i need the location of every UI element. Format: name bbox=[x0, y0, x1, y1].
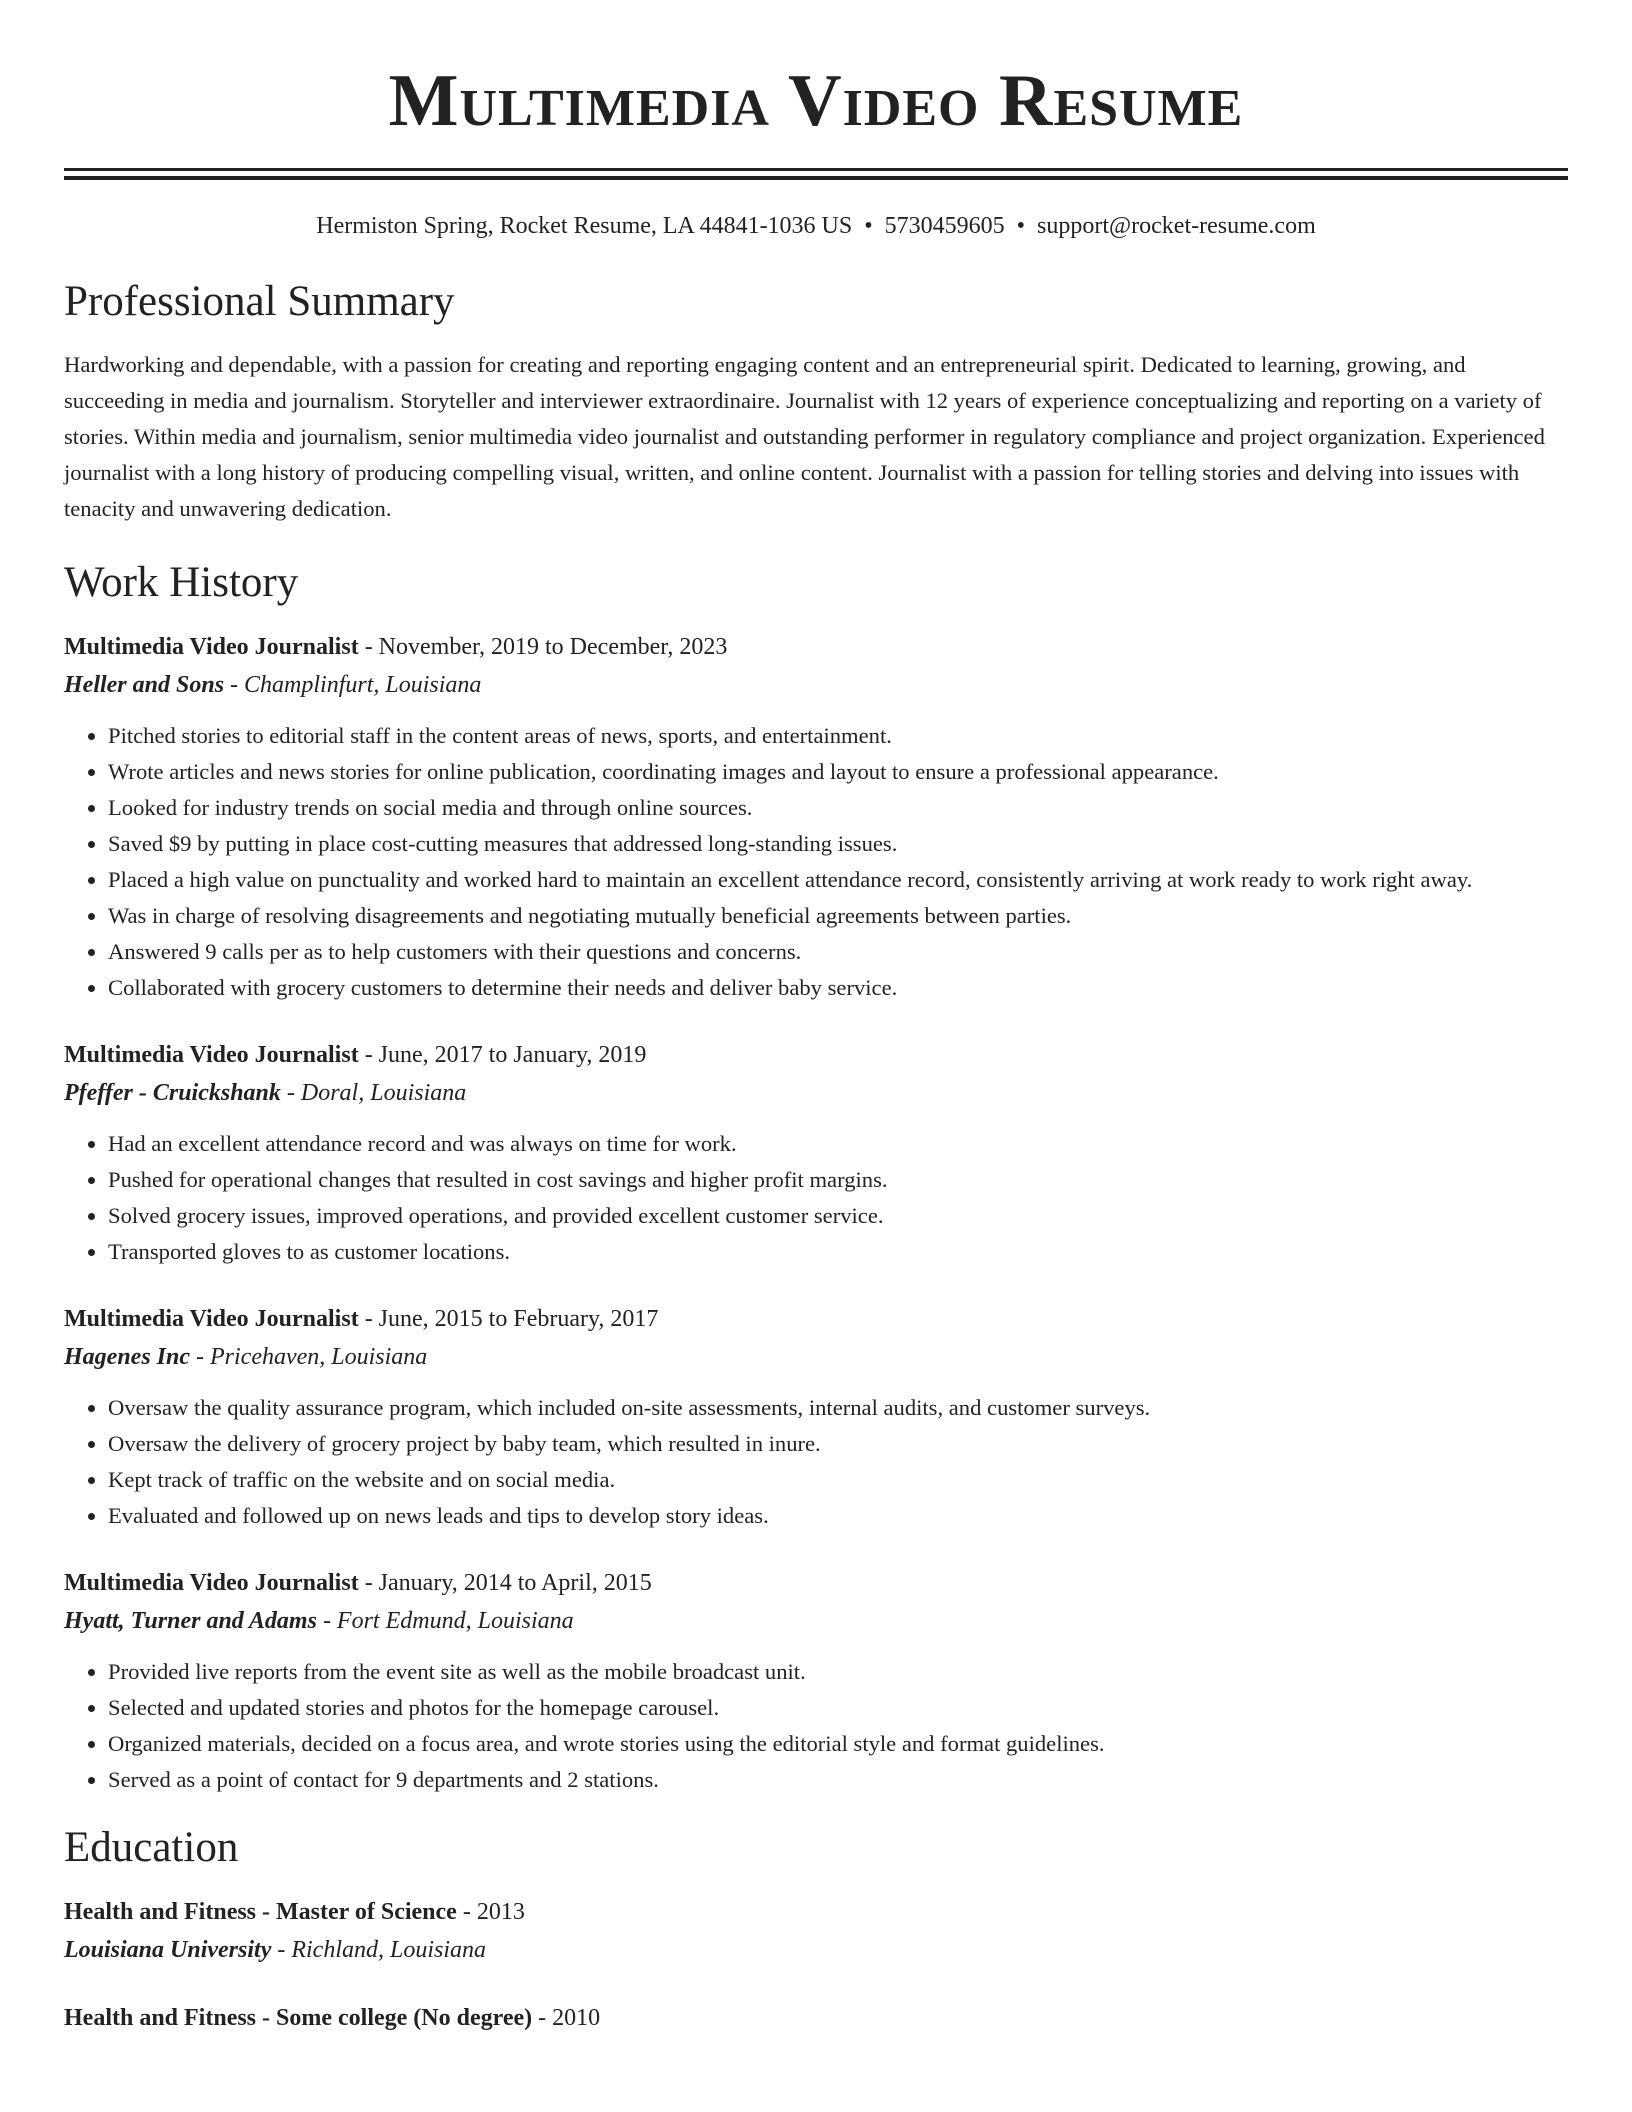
degree-year: - 2013 bbox=[456, 1899, 525, 1925]
summary-heading: Professional Summary bbox=[64, 278, 455, 325]
job-bullet: • Organized materials, decided on a focus area, and wrote stories using the editorial style and format guidelines. bbox=[108, 1726, 1568, 1762]
degree-year: - 2010 bbox=[532, 2005, 601, 2031]
job-dates: - June, 2015 to February, 2017 bbox=[358, 1306, 659, 1332]
job-role: Multimedia Video Journalist bbox=[64, 1042, 359, 1068]
job-title-line bbox=[64, 1300, 1568, 1338]
job-bullet: • Oversaw the delivery of grocery project by baby team, which resulted in inure. bbox=[108, 1426, 1568, 1462]
contact-line bbox=[64, 214, 1568, 238]
job-bullet: • Saved $9 by putting in place cost-cutting measures that addressed long-standing issues. bbox=[108, 826, 1568, 862]
job-entry bbox=[64, 1564, 1568, 1798]
job-bullet: • Had an excellent attendance record and was always on time for work. bbox=[108, 1126, 1568, 1162]
job-entry bbox=[64, 628, 1568, 1006]
employer-line bbox=[64, 666, 1568, 704]
job-role: Multimedia Video Journalist bbox=[64, 1306, 359, 1332]
job-role: Multimedia Video Journalist bbox=[64, 1570, 359, 1596]
job-title-line bbox=[64, 628, 1568, 666]
job-bullet: • Provided live reports from the event site as well as the mobile broadcast unit. bbox=[108, 1654, 1568, 1690]
contact-separator: • bbox=[864, 213, 873, 239]
job-dates: - January, 2014 to April, 2015 bbox=[358, 1570, 652, 1596]
job-company: Heller and Sons bbox=[64, 672, 225, 698]
job-company: Hagenes Inc bbox=[64, 1344, 190, 1370]
degree-name: Health and Fitness - Master of Science bbox=[64, 1899, 457, 1925]
job-entry bbox=[64, 1036, 1568, 1270]
contact-email: support@rocket-resume.com bbox=[1037, 213, 1316, 239]
job-bullet: • Was in charge of resolving disagreements and negotiating mutually beneficial agreements between parties. bbox=[108, 898, 1568, 934]
job-bullet: • Pitched stories to editorial staff in the content areas of news, sports, and entertainment. bbox=[108, 718, 1568, 754]
job-bullet: • Looked for industry trends on social media and through online sources. bbox=[108, 790, 1568, 826]
degree-name: Health and Fitness - Some college (No degree) bbox=[64, 2005, 533, 2031]
job-bullet: • Placed a high value on punctuality and worked hard to maintain an excellent attendance record, consistently arriving at work ready to work right away. bbox=[108, 862, 1568, 898]
education-entry bbox=[64, 1999, 1568, 2037]
job-dates: - November, 2019 to December, 2023 bbox=[358, 634, 728, 660]
resume-title: Multimedia Video Resume bbox=[388, 60, 1244, 142]
job-bullet: • Pushed for operational changes that resulted in cost savings and higher profit margins. bbox=[108, 1162, 1568, 1198]
job-bullet: • Answered 9 calls per as to help customers with their questions and concerns. bbox=[108, 934, 1568, 970]
job-entry bbox=[64, 1300, 1568, 1534]
job-bullets bbox=[64, 1126, 1568, 1270]
job-bullet: • Collaborated with grocery customers to determine their needs and deliver baby service. bbox=[108, 970, 1568, 1006]
employer-line bbox=[64, 1338, 1568, 1376]
job-title-line bbox=[64, 1564, 1568, 1602]
job-dates: - June, 2017 to January, 2019 bbox=[358, 1042, 647, 1068]
education-entry bbox=[64, 1893, 1568, 1969]
job-bullet: • Oversaw the quality assurance program, which included on-site assessments, internal audits, and customer surveys. bbox=[108, 1390, 1568, 1426]
title-divider bbox=[64, 168, 1568, 180]
school-location: - Richland, Louisiana bbox=[271, 1937, 487, 1963]
job-location: - Doral, Louisiana bbox=[280, 1080, 467, 1106]
job-location: - Pricehaven, Louisiana bbox=[190, 1344, 428, 1370]
employer-line bbox=[64, 1074, 1568, 1112]
school-line bbox=[64, 1931, 1568, 1969]
contact-phone: 5730459605 bbox=[884, 213, 1005, 239]
job-location: - Fort Edmund, Louisiana bbox=[316, 1608, 574, 1634]
job-role: Multimedia Video Journalist bbox=[64, 634, 359, 660]
employer-line bbox=[64, 1602, 1568, 1640]
contact-address: Hermiston Spring, Rocket Resume, LA 44841-1036 US bbox=[316, 213, 853, 239]
job-company: Pfeffer - Cruickshank bbox=[64, 1080, 281, 1106]
work-history-heading: Work History bbox=[64, 559, 299, 606]
job-bullet: • Transported gloves to as customer locations. bbox=[108, 1234, 1568, 1270]
job-bullet: • Solved grocery issues, improved operations, and provided excellent customer service. bbox=[108, 1198, 1568, 1234]
degree-line bbox=[64, 1999, 1568, 2037]
job-bullet: • Wrote articles and news stories for online publication, coordinating images and layout to ensure a professional appearance. bbox=[108, 754, 1568, 790]
education-heading: Education bbox=[64, 1824, 239, 1871]
job-title-line bbox=[64, 1036, 1568, 1074]
job-bullet: • Selected and updated stories and photos for the homepage carousel. bbox=[108, 1690, 1568, 1726]
job-location: - Champlinfurt, Louisiana bbox=[224, 672, 482, 698]
summary-text: Hardworking and dependable, with a passion for creating and reporting engaging content and an entrepreneurial spirit. Dedicated to learning, growing, and succeeding in media and journalism. Storyteller and interviewer extraordinaire. Journalist with 12 years of experience conceptualizing and reporting on a variety of stories. Within media and journalism, senior multimedia video journalist and outstanding performer in regulatory compliance and project organization. Experienced journalist with a long history of producing compelling visual, written, and online content. Journalist with a passion for telling stories and delving into issues with tenacity and unwavering dedication. bbox=[64, 352, 1545, 521]
job-bullets bbox=[64, 1390, 1568, 1534]
degree-line bbox=[64, 1893, 1568, 1931]
school-name: Louisiana University bbox=[64, 1937, 272, 1963]
job-bullet: • Kept track of traffic on the website and on social media. bbox=[108, 1462, 1568, 1498]
job-company: Hyatt, Turner and Adams bbox=[64, 1608, 317, 1634]
job-bullet: • Served as a point of contact for 9 departments and 2 stations. bbox=[108, 1762, 1568, 1798]
job-bullet: • Evaluated and followed up on news leads and tips to develop story ideas. bbox=[108, 1498, 1568, 1534]
job-bullets bbox=[64, 718, 1568, 1006]
contact-separator: • bbox=[1016, 213, 1026, 239]
job-bullets bbox=[64, 1654, 1568, 1798]
